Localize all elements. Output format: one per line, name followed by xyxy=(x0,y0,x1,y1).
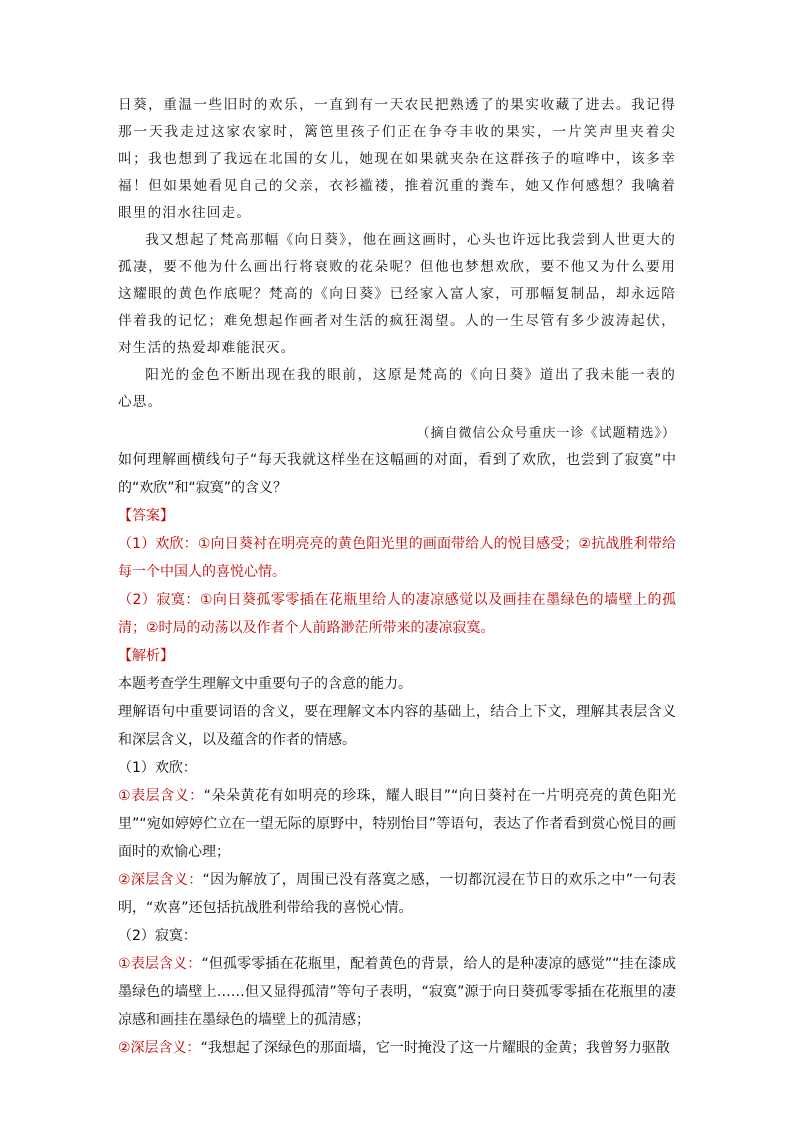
document-page xyxy=(118,92,676,1062)
analysis-intro: 理解语句中重要词语的含义，要在理解文本内容的基础上，结合上下文，理解其表层含义和深层含义，以及蕴含的作者的情感。 xyxy=(118,704,676,748)
question-text: 如何理解画横线句子“每天我就这样坐在这幅画的对面，看到了欢欣，也尝到了寂寞”中的“欢欣”和“寂寞”的含义？ xyxy=(118,452,676,496)
point-label: ①表层含义： xyxy=(118,956,202,972)
point-text: “朵朵黄花有如明亮的珍珠，耀人眼目”“向日葵衬在一片明亮亮的黄色阳光里”“宛如婷婷伫立在一望无际的原野中，特别怡目”等语句，表达了作者看到赏心悦目的画面时的欢愉心理； xyxy=(118,788,676,860)
point-text: “我想起了深绿色的那面墙，它一时掩没了这一片耀眼的金黄；我曾努力驱散 xyxy=(200,1040,670,1056)
point-label: ①表层含义： xyxy=(118,788,204,804)
analysis-intro: 本题考查学生理解文中重要句子的含意的能力。 xyxy=(118,676,412,692)
analysis-point xyxy=(118,866,676,922)
answer-item: （1）欢欣：①向日葵衬在明亮亮的黄色阳光里的画面带给人的悦目感受；②抗战胜利带给每一个中国人的喜悦心情。 xyxy=(118,536,676,580)
analysis-part-heading: （1）欢欣： xyxy=(118,760,197,776)
analysis-point xyxy=(118,1034,676,1062)
analysis-part-heading: （2）寂寞： xyxy=(118,928,197,944)
question-answer-section xyxy=(118,446,676,1062)
point-text: “但孤零零插在花瓶里，配着黄色的背景，给人的是种凄凉的感觉”“挂在漆成墨绿色的墙壁上……但又显得孤清”等句子表明，“寂寞”源于向日葵孤零零插在花瓶里的凄凉感和画挂在墨绿色的墙壁上的孤清感； xyxy=(118,956,676,1028)
answer-item: （2）寂寞：①向日葵孤零零插在花瓶里给人的凄凉感觉以及画挂在墨绿色的墙壁上的孤清；②时局的动荡以及作者个人前路渺茫所带来的凄凉寂寞。 xyxy=(118,592,676,636)
reading-passage xyxy=(118,92,676,416)
passage-paragraph: 我又想起了梵高那幅《向日葵》，他在画这画时，心头也许远比我尝到人世更大的孤凄，要不他为什么画出行将衰败的花朵呢？但他也梦想欢欣，要不他又为什么要用这耀眼的黄色作底呢？梵高的《向日葵》已经家入富人家，可那幅复制品，却永远陪伴着我的记忆；难免想起作画者对生活的疯狂渴望。人的一生尽管有多少波涛起伏，对生活的热爱却难能泯灭。 xyxy=(118,232,676,356)
analysis-point xyxy=(118,782,676,866)
analysis-tag: 【解析】 xyxy=(118,648,174,664)
passage-paragraph: 阳光的金色不断出现在我的眼前，这原是梵高的《向日葵》道出了我未能一表的心思。 xyxy=(118,367,676,410)
point-label: ②深层含义： xyxy=(118,1040,201,1056)
point-text: “因为解放了，周围已没有落寞之感，一切都沉浸在节日的欢乐之中”一句表明，“欢喜”还包括抗战胜利带给我的喜悦心情。 xyxy=(118,872,676,916)
answer-tag: 【答案】 xyxy=(118,508,174,524)
point-label: ②深层含义： xyxy=(118,872,203,888)
passage-source: （摘自微信公众号重庆一诊《试题精选》） xyxy=(416,426,676,441)
passage-paragraph: 日葵，重温一些旧时的欢乐，一直到有一天农民把熟透了的果实收藏了进去。我记得那一天我走过这家农家时，篱笆里孩子们正在争夺丰收的果实，一片笑声里夹着尖叫；我也想到了我远在北国的女儿，她现在如果就夹杂在这群孩子的喧哗中，该多幸福！但如果她看见自己的父亲，衣衫褴褛，推着沉重的粪车，她又作何感想？我噙着眼里的泪水往回走。 xyxy=(118,97,676,221)
analysis-point xyxy=(118,950,676,1034)
